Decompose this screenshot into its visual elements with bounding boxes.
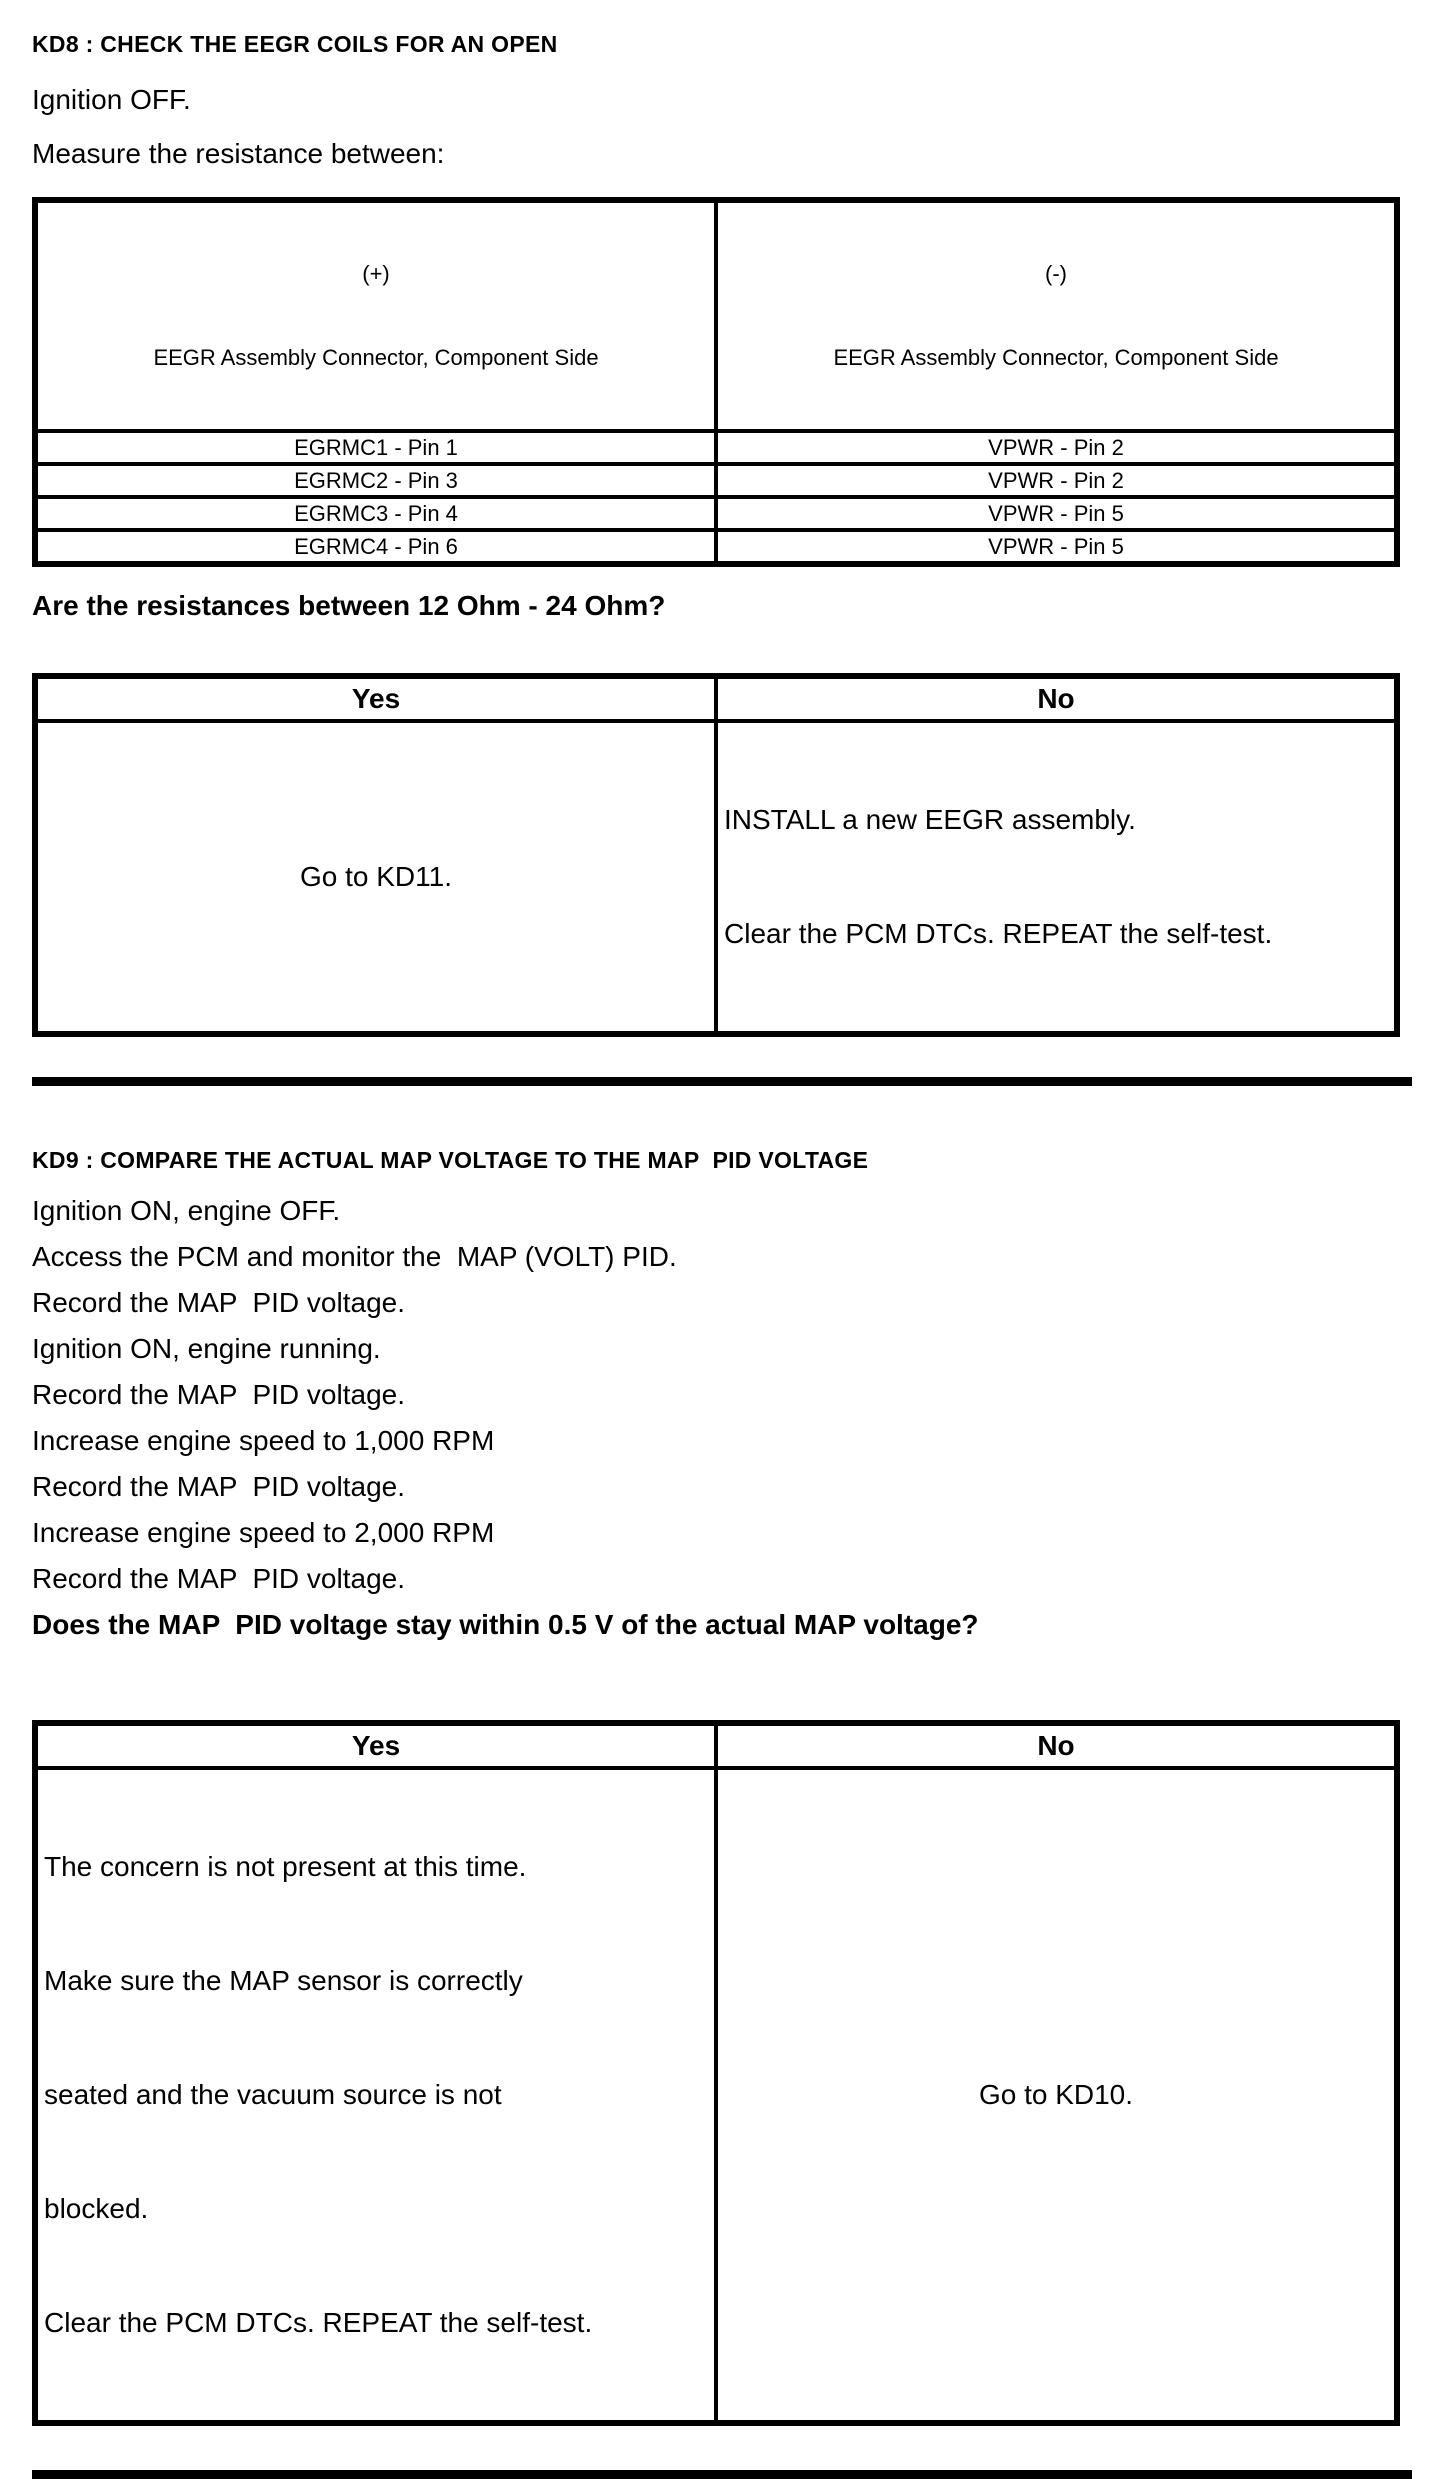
decision-result-row [35, 1768, 1397, 2423]
kd9-step: Access the PCM and monitor the MAP (VOLT) PID. [32, 1241, 677, 1272]
pin-table-row [35, 431, 1397, 464]
kd9-decision-table [32, 1720, 1400, 2426]
plus-symbol: (+) [362, 261, 390, 286]
pin-table-row [35, 464, 1397, 497]
minus-pin-cell: VPWR - Pin 2 [716, 431, 1397, 464]
kd9-steps [32, 1194, 1412, 1596]
kd9-step: Ignition ON, engine OFF. [32, 1195, 341, 1226]
no-header-cell: No [716, 1723, 1397, 1768]
no-result-cell [716, 721, 1397, 1034]
yes-result-cell [35, 1768, 716, 2423]
kd9-step: Record the MAP PID voltage. [32, 1379, 405, 1410]
plus-column-header [35, 200, 716, 431]
kd9-step: Record the MAP PID voltage. [32, 1563, 405, 1594]
yes-result-line: seated and the vacuum source is not [44, 2079, 502, 2110]
minus-column-label: EEGR Assembly Connector, Component Side [833, 345, 1279, 370]
kd9-step: Increase engine speed to 1,000 RPM [32, 1425, 495, 1456]
page-bottom-divider [32, 2470, 1412, 2479]
kd8-heading: KD8 : CHECK THE EEGR COILS FOR AN OPEN [32, 31, 558, 57]
kd8-instruction-line: Ignition OFF. [32, 84, 191, 115]
no-result-line: Clear the PCM DTCs. REPEAT the self-test. [724, 918, 1273, 949]
plus-pin-cell: EGRMC2 - Pin 3 [35, 464, 716, 497]
plus-pin-cell: EGRMC3 - Pin 4 [35, 497, 716, 530]
yes-result-line: Make sure the MAP sensor is correctly [44, 1965, 523, 1996]
minus-symbol: (-) [1045, 261, 1067, 286]
kd9-step: Record the MAP PID voltage. [32, 1287, 405, 1318]
minus-pin-cell: VPWR - Pin 5 [716, 530, 1397, 564]
kd9-question: Does the MAP PID voltage stay within 0.5 V of the actual MAP voltage? [32, 1609, 979, 1640]
pin-table-row [35, 497, 1397, 530]
no-header-cell: No [716, 676, 1397, 721]
yes-header-cell: Yes [35, 676, 716, 721]
decision-header-row [35, 676, 1397, 721]
minus-column-header [716, 200, 1397, 431]
kd8-decision-table [32, 673, 1400, 1037]
kd8-intro [32, 83, 1412, 171]
decision-header-row [35, 1723, 1397, 1768]
yes-header-cell: Yes [35, 1723, 716, 1768]
kd8-pin-table [32, 197, 1400, 567]
kd8-section [32, 30, 1412, 1037]
decision-result-row [35, 721, 1397, 1034]
kd9-step: Ignition ON, engine running. [32, 1333, 381, 1364]
plus-column-label: EEGR Assembly Connector, Component Side [153, 345, 599, 370]
plus-pin-cell: EGRMC4 - Pin 6 [35, 530, 716, 564]
yes-result-line: The concern is not present at this time. [44, 1851, 527, 1882]
kd9-step: Increase engine speed to 2,000 RPM [32, 1517, 495, 1548]
no-result-cell: Go to KD10. [716, 1768, 1397, 2423]
kd8-instruction-line: Measure the resistance between: [32, 138, 445, 169]
kd8-question: Are the resistances between 12 Ohm - 24 Ohm? [32, 590, 666, 621]
kd9-section [32, 1146, 1412, 2426]
minus-pin-cell: VPWR - Pin 5 [716, 497, 1397, 530]
minus-pin-cell: VPWR - Pin 2 [716, 464, 1397, 497]
yes-result-cell: Go to KD11. [35, 721, 716, 1034]
no-result-line: INSTALL a new EEGR assembly. [724, 804, 1136, 835]
kd9-step: Record the MAP PID voltage. [32, 1471, 405, 1502]
pin-table-header-row [35, 200, 1397, 431]
yes-result-line: Clear the PCM DTCs. REPEAT the self-test. [44, 2307, 593, 2338]
plus-pin-cell: EGRMC1 - Pin 1 [35, 431, 716, 464]
kd9-heading: KD9 : COMPARE THE ACTUAL MAP VOLTAGE TO THE MAP PID VOLTAGE [32, 1147, 869, 1173]
yes-result-line: blocked. [44, 2193, 149, 2224]
pin-table-row [35, 530, 1397, 564]
section-divider [32, 1077, 1412, 1086]
